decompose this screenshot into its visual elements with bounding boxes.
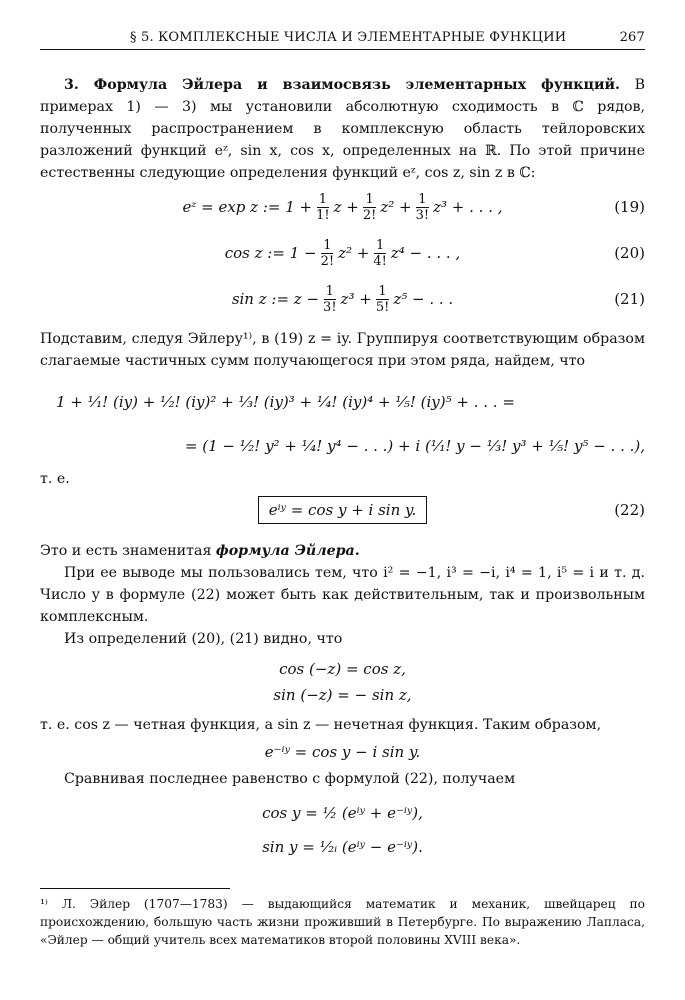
eq22-number: (22) <box>614 501 645 519</box>
series-line-2 <box>40 424 645 468</box>
frac-1-over-2: $\frac{1}{2!}$ <box>320 237 335 269</box>
cos-y-formula: cos y = ½ (eⁱʸ + e⁻ⁱʸ), <box>262 804 423 822</box>
sin-odd: sin (−z) = − sin z, <box>273 686 412 704</box>
conjugate-equation <box>40 736 645 768</box>
compare-paragraph: Сравнивая последнее равенство с формулой (22), получаем <box>64 771 516 787</box>
frac-1-over-1: $\frac{1}{1!}$ <box>316 191 330 223</box>
eq19-term3: z³ + . . . , <box>433 198 503 216</box>
te-label: т. е. <box>40 471 70 487</box>
sin-y-equation <box>40 830 645 864</box>
header-rule <box>40 49 645 50</box>
footnote-rule <box>40 888 230 889</box>
eq21-number: (21) <box>614 290 645 308</box>
series-line-2-text: = (1 − ¹⁄₂! y² + ¹⁄₄! y⁴ − . . .) + i (¹⁄₁! y − ¹⁄₃! y³ + ¹⁄₅! y⁵ − . . .), <box>184 437 645 455</box>
euler-formula-box: eⁱʸ = cos y + i sin y. <box>258 496 428 524</box>
series-line-1 <box>40 380 645 424</box>
derivation-paragraph: При ее выводе мы пользовались тем, что i² = −1, i³ = −i, i⁴ = 1, i⁵ = i и т. д. Число y в формуле (22) может быть как действительным, так и произвольным комплексным. <box>40 565 645 625</box>
footnote: ¹⁾ Л. Эйлер (1707—1783) — выдающийся математик и механик, швейцарец по происхождению, большую часть жизни проживший в Петербурге. По выражению Лапласа, «Эйлер — общий учитель всех математиков второй половины XVIII века». <box>40 897 645 947</box>
section-heading: 3. Формула Эйлера и взаимосвязь элементарных функций. <box>64 77 621 93</box>
header-title: § 5. КОМПЛЕКСНЫЕ ЧИСЛА И ЭЛЕМЕНТАРНЫЕ ФУНКЦИИ <box>130 30 567 45</box>
frac-1-over-3: $\frac{1}{3!}$ <box>415 191 430 223</box>
substitute-paragraph: Подставим, следуя Эйлеру¹⁾, в (19) z = iy. Группируя соответствующим образом слагаемые частичных сумм получающегося при этом ряда, найдем, что <box>40 331 645 369</box>
frac-1-over-3: $\frac{1}{3!}$ <box>323 283 337 315</box>
eq20-term1: z² + <box>338 244 370 262</box>
eq20-number: (20) <box>614 244 645 262</box>
eq19-number: (19) <box>614 198 645 216</box>
series-line-1-text: 1 + ¹⁄₁! (iy) + ¹⁄₂! (iy)² + ¹⁄₃! (iy)³ + ¹⁄₄! (iy)⁴ + ¹⁄₅! (iy)⁵ + . . . = <box>56 393 515 411</box>
running-header <box>40 30 645 49</box>
frac-1-over-4: $\frac{1}{4!}$ <box>373 237 387 269</box>
eq20-lhs: cos z := 1 − <box>224 244 317 262</box>
euler-intro: Это и есть знаменитая <box>40 543 212 559</box>
sin-y-formula: sin y = ¹⁄₂ᵢ (eⁱʸ − e⁻ⁱʸ). <box>262 838 423 856</box>
eq21-lhs: sin z := z − <box>231 290 320 308</box>
parity-paragraph: т. е. cos z — четная функция, а sin z — нечетная функция. Таким образом, <box>40 717 602 733</box>
equation-21 <box>40 276 645 322</box>
cos-even: cos (−z) = cos z, <box>279 660 406 678</box>
equation-19 <box>40 184 645 230</box>
page-number: 267 <box>619 30 645 45</box>
section-intro <box>40 74 645 184</box>
section-intro-text: В примерах 1) — 3) мы установили абсолютную сходимость в ℂ рядов, полученных распространением в комплексную область тейлоровских разложений функций eᶻ, sin x, cos x, определенных на ℝ. По этой причине естественны следующие определения функций eᶻ, cos z, sin z в ℂ: <box>40 77 645 181</box>
eq19-lhs: eᶻ = exp z := 1 + <box>182 198 313 216</box>
euler-name: формула Эйлера. <box>215 543 360 559</box>
frac-1-over-5: $\frac{1}{5!}$ <box>375 283 390 315</box>
from-definitions: Из определений (20), (21) видно, что <box>64 631 343 647</box>
sin-odd-equation <box>40 682 645 708</box>
eq19-term2: z² + <box>380 198 412 216</box>
page <box>40 30 645 961</box>
equation-20 <box>40 230 645 276</box>
euler-sentence <box>40 540 645 562</box>
cos-even-equation <box>40 656 645 682</box>
cos-y-equation <box>40 796 645 830</box>
conjugate-formula: e⁻ⁱʸ = cos y − i sin y. <box>264 743 421 761</box>
frac-1-over-2: $\frac{1}{2!}$ <box>362 191 377 223</box>
eq21-term1: z³ + <box>340 290 372 308</box>
eq19-term1: z + <box>333 198 359 216</box>
equation-22 <box>40 490 645 530</box>
eq20-term2: z⁴ − . . . , <box>390 244 461 262</box>
eq21-term2: z⁵ − . . . <box>393 290 454 308</box>
